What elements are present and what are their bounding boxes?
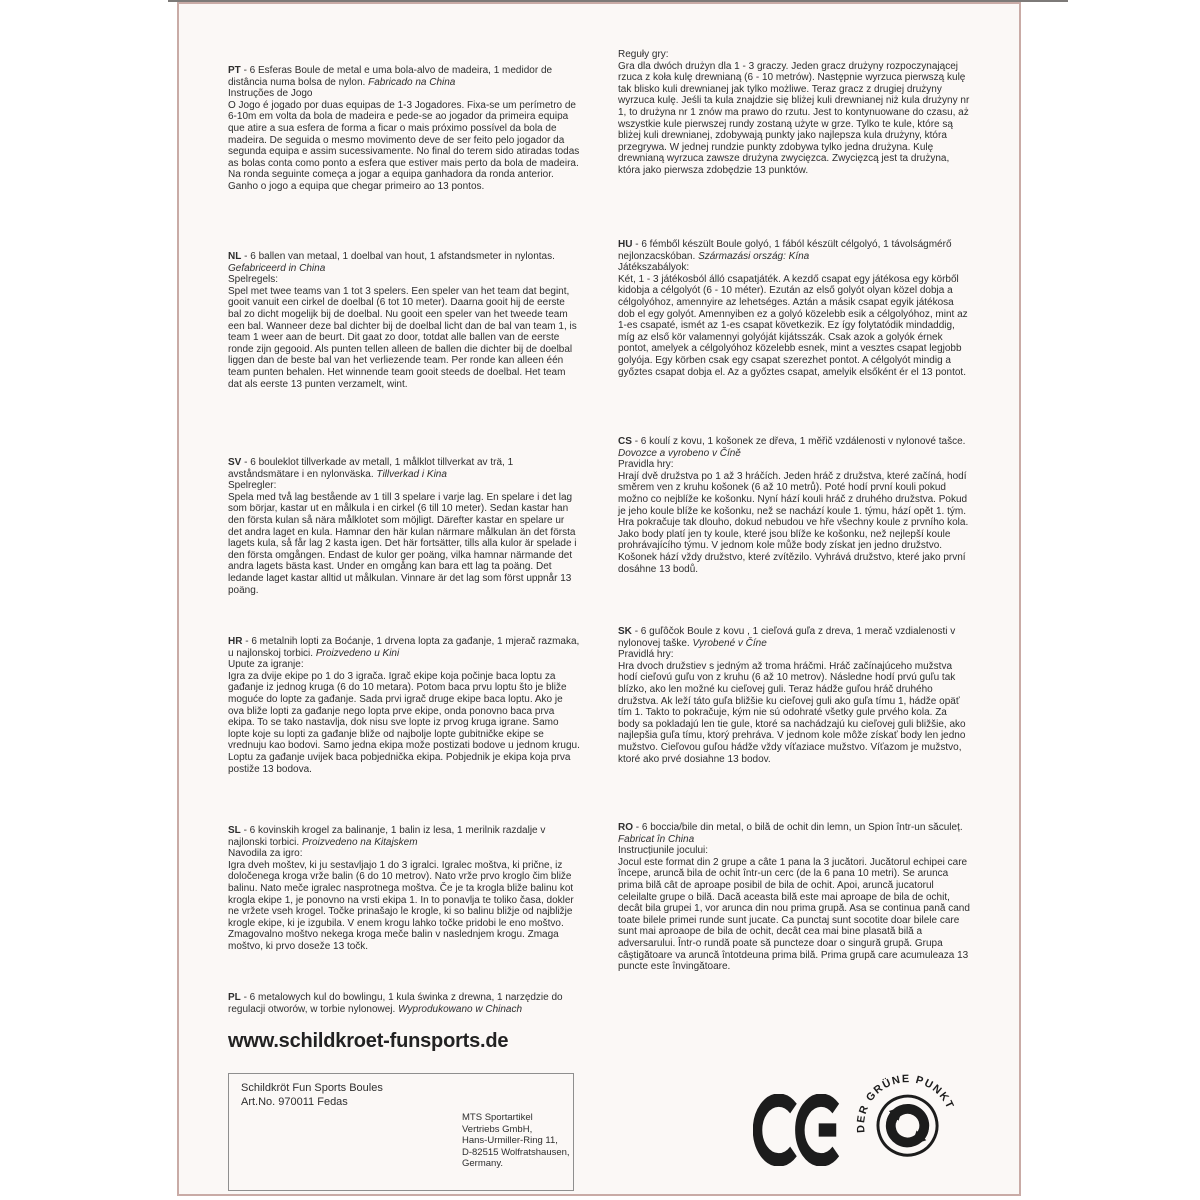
lang-code: NL	[228, 251, 242, 262]
section-sv-heading: Spelregler:	[228, 480, 277, 492]
section-sk-body: Hra dvoch družstiev s jedným až troma hráčmi. Hráč začínajúceho mužstva hodí cieľovú guľu von z kruhu (6 až 10 metrov). Následne hodí prvú guľu tak blízko, ako len možné ku cieľovej guli. Teraz hádže guľou hráč druhého družstva. Ak leží táto guľa bližšie ku cieľovej guli ako guľa tímu 1, hádže opäť tím 1. Takto to pokračuje, kým nie sú odohraté všetky gule prvého kola. Za body sa pokladajú len tie gule, ktoré sa nachádzajú ku cieľovej guli bližšie, ako najlepšia guľa tímu, ktorý prehráva. V jednom kole môže získať body len jedno mužstvo. Cieľovou guľou hádže vždy víťaziace mužstvo. Víťazom je mužstvo, ktoré ako prvé dosiahne 13 bodov.	[618, 660, 966, 765]
lang-code: HR	[228, 636, 243, 647]
lang-code: PT	[228, 65, 241, 76]
product-name: Schildkröt Fun Sports Boules	[241, 1082, 383, 1094]
section-sv-intro: SV - 6 bouleklot tillverkade av metall, 1 målklot tillverkat av trä, 1 avståndsmätare i en nylonväska. Tillverkad i Kina	[228, 457, 514, 480]
section-sk-intro: SK - 6 guľôčok Boule z kovu , 1 cieľová guľa z dreva, 1 merač vzdialenosti v nylonovej taške. Vyrobené v Číne	[618, 626, 956, 649]
website-url: www.schildkroet-funsports.de	[228, 1030, 509, 1052]
article-number: Art.No. 970011 Fedas	[241, 1096, 348, 1108]
section-nl	[228, 251, 580, 390]
lang-code: CS	[618, 436, 632, 447]
lang-code: RO	[618, 822, 633, 833]
section-sl-body: Igra dveh moštev, ki ju sestavljajo 1 do 3 igralci. Igralec moštva, ki prične, iz določenega kroga vrže balin (6 do 10 metrov). Nato vrže prvo kroglo čim bliže balinu. Nato meče igralec nasprotnega moštva. Če je ta krogla bliže balinu kot krogla ekipe 1, je ponovno na vrsti ekipa 1. In to ponavlja te toliko časa, dokler ne vržete vseh krogel. Točke prinašajo le krogle, ki so balinu bližje od najbližje krogle ekipe, ki je izgubila. V enem krogu lahko točke pridobi le eno moštvo. Zmagovalno moštvo nekega kroga meče balin v naslednjem krogu. Zmaga moštvo, ki prvo doseže 13 točk.	[228, 859, 574, 952]
section-ro-heading: Instrucțiunile jocului:	[618, 845, 709, 857]
section-cs-body: Hrají dvě družstva po 1 až 3 hráčích. Jeden hráč z družstva, které začíná, hodí směrem ven z kruhu košonek (6 až 10 metrů). Poté hodí první kouli pokud možno co nejblíže ke košonku. Nyní hází kouli hráč z druhého družstva. Pokud je jeho koule blíže ke košonku, než se nachází koule 1. týmu, hází opět 1. tým. Hra pokračuje tak dlouho, dokud nebudou ve hře všechny koule z prvního kola. Jako body platí jen ty koule, které jsou blíže ke košonku, než nejlepší koule prohrávajícího týmu. V jednom kole může body získat jen jedno družstvo. Košonek hází vždy družstvo, které zvítězilo. Vyhrává družstvo, které jako první dosáhne 13 bodů.	[618, 470, 969, 575]
section-hu-body: Két, 1 - 3 játékosból álló csapatjáték. A kezdő csapat egy játékosa egy körből kidobja a célgolyót (6 - 10 méter). Ezután az első golyót olyan közel dobja a célgolyóhoz, amennyire az lehetséges. Aztán a másik csapat egyik játékosa dob el egy golyót. Amennyiben ez a golyó közelebb esik a célgolyóhoz, mint az 1-es csapaté, ismét az 1-es csapat következik. Ez így folytatódik mindaddig, míg az első kör valamennyi golyóját kijátsszák. Csak azok a golyók érnek pontot, amelyek a célgolyóhoz közelebb esnek, mint a vesztes csapat legjobb golyója. Egy körben csak egy csapat szerezhet pontot. A célgolyót mindig a győztes csapat dobja el. Az a győztes csapat, amelyik elsőként ér el 13 pontot.	[618, 273, 968, 378]
section-pl-rules	[618, 49, 970, 177]
section-sk	[618, 626, 970, 765]
ce-mark-icon	[753, 1094, 845, 1166]
section-pl-rules-body: Gra dla dwóch drużyn dla 1 - 3 graczy. Jeden gracz drużyny rozpoczynającej rzuca z koła kulę drewnianą (6 - 10 metrów). Następnie wyrzuca pierwszą kulę tak blisko kuli drewnianej jak tylko możliwe. Teraz gracz z drugiej drużyny wyrzuca kulę. Jeśli ta kula znajdzie się bliżej kuli drewnianej niż kula drużyny nr 1, to drużyna nr 1 znów ma prawo do rzutu. Jest to kontynuowane do czasu, aż wszystkie kule pierwszej rundy zostaną użyte w grze. Tylko te kule, które są bliżej kuli drewnianej, zdobywają punkty jako najlepsza kula drużyny, która przegrywa. W jednej rundzie punkty zdobywa tylko jedna drużyna. Kulę drewnianą wyrzuca zawsze drużyna zwycięzca. Zwycięzcą jest ta drużyna, która jako pierwsza zdobędzie 13 punktów.	[618, 60, 970, 176]
lang-code: SK	[618, 626, 632, 637]
section-pt	[228, 65, 580, 193]
certification-logos	[749, 1054, 1009, 1194]
lang-code: PL	[228, 992, 241, 1003]
section-hu	[618, 239, 970, 378]
section-sv-body: Spela med två lag bestående av 1 till 3 spelare i varje lag. En spelare i det lag som börjar, kastar ut en målkula i en cirkel (6 till 10 meter). Sedan kastar han den första kulan så nära målklotet som möjligt. Därefter kastar en spelare ur det andra laget en kula. Hamnar den här kulan närmare målkulan än det första lagets kula, så får lag 2 kasta igen. Det här fortsätter, tills alla kulor är spelade i den första omgången. Endast de kulor ger poäng, vilka hamnar närmande det andra lagets bästa kast. Under en omgång kan bara ett lag ta poäng. Det ledande laget kastar alltid ut målkulan. Vinnare är det lag som först uppnår 13 poäng.	[228, 491, 577, 596]
section-ro-body: Jocul este format din 2 grupe a câte 1 pana la 3 jucători. Jucătorul echipei care începe, aruncă bila de ochit într-un cerc (de la 6 pana 10 metri). Se arunca prima bilă cât de aproape posibil de bila de ochit. Apoi, aruncă jucatorul celeilalte grupe o bilă. Dacă aceasta bilă este mai aproape de bila de ochit, decât bila grupei 1, vor arunca din nou prima grupă. Asa se continua pană cand toate bilele primei runde sunt jucate. Ca punctaj sunt socotite doar bilele care sunt mai aproaope de bila de ochit, decât cea mai bine plasată bilă a adversarului. Într-o rundă poate să puncteze doar o singură grupă. Grupa câștigătoare va aruncă întotdeuna prima bilă. Prima grupă care acumuleaza 13 puncte este învingătoare.	[618, 856, 970, 973]
section-hr-intro: HR - 6 metalnih lopti za Boćanje, 1 drvena lopta za gađanje, 1 mjerač razmaka, u najlonskoj torbici. Proizvedeno u Kini	[228, 636, 580, 659]
green-dot-text: DER GRÜNE PUNKT	[855, 1073, 957, 1134]
section-cs-intro: CS - 6 koulí z kovu, 1 košonek ze dřeva, 1 měřič vzdálenosti v nylonové tašce. Dovozce a vyrobeno v Číně	[618, 436, 966, 459]
product-info	[241, 1081, 383, 1109]
section-hr-body: Igra za dvije ekipe po 1 do 3 igrača. Igrač ekipe koja počinje baca loptu za gađanje iz jednog kruga (6 do 10 metara). Potom baca prvu loptu što je bliže moguće do lopte za gađanje. Sada prvi igrač druge ekipe baca loptu. Ako je ova bliže lopti za gađanje nego lopta prve ekipe, onda ponovno baca prva ekipa. To se tako nastavlja, dok nisu sve lopte iz prvog kruga igrane. Samo lopte koje su lopti za gađanje bliže od najbolje lopte gubitničke ekipe se vrednuju kao bodovi. Samo jedna ekipa može postizati bodove u jednom krugu. Loptu za gađanje uvijek baca pobjednička ekipa. Pobjednik je ekipa koja prva postiže 13 bodova.	[228, 670, 580, 775]
section-hu-intro: HU - 6 fémből készült Boule golyó, 1 fából készült célgolyó, 1 távolságmérő nejlonzacskóban. Származási ország: Kína	[618, 239, 952, 262]
section-sk-heading: Pravidlá hry:	[618, 649, 674, 661]
section-nl-body: Spel met twee teams van 1 tot 3 spelers. Een speler van het team dat begint, gooit vanuit een cirkel de doelbal (6 tot 10 meter). Daarna gooit hij de eerste bal zo dicht mogelijk bij de doelbal. Nu gooit een speler van het tweede team een bal. Wanneer deze bal dichter bij de doelbal licht dan de bal van team 1, is team 1 weer aan de beurt. Dit gaat zo door, totdat alle ballen van de eerste ronde zijn gegooid. Als punten tellen alleen de ballen die dichter bij de doelbal liggen dan de beste bal van het verliezende team. Per ronde kan alleen één team punten behalen. Het winnende team gooit steeds de doelbal. Het team dat als eerste 13 punten verzamelt, wint.	[228, 285, 577, 390]
section-pt-body: O Jogo é jogado por duas equipas de 1-3 Jogadores. Fixa-se um perímetro de 6-10m em volta da bola de madeira e pede-se ao jogador da primeira equipa que atire a sua esfera de forma a ficar o mais próximo possível da bola de madeira. De seguida o mesmo movimento deve de ser feito pelo jogador da segunda equipa e assim sucessivamente. No final do terem sido atiradas todas as bolas conta como ponto a esfera que estiver mais perto da bola de madeira. Na ronda seguinte começa a jogar a equipa ganhadora da ronda anterior. Ganho o jogo a equipa que chegar primeiro ao 13 pontos.	[228, 99, 580, 192]
section-sl-intro: SL - 6 kovinskih krogel za balinanje, 1 balin iz lesa, 1 merilnik razdalje v najlonski torbici. Proizvedeno na Kitajskem	[228, 825, 546, 848]
lang-code: SV	[228, 457, 242, 468]
lang-code: HU	[618, 239, 633, 250]
section-nl-intro: NL - 6 ballen van metaal, 1 doelbal van hout, 1 afstandsmeter in nylontas. Gefabriceerd in China	[228, 251, 555, 274]
instruction-sheet-page	[177, 2, 1021, 1196]
section-pl	[228, 992, 580, 1015]
section-hr-heading: Upute za igranje:	[228, 659, 304, 671]
section-sl	[228, 825, 580, 953]
product-info-box	[228, 1073, 574, 1191]
section-hr	[228, 636, 580, 775]
section-nl-heading: Spelregels:	[228, 274, 279, 286]
section-pl-intro: PL - 6 metalowych kul do bowlingu, 1 kula świnka z drewna, 1 narzędzie do regulacji otworów, w torbie nylonowej. Wyprodukowano w Chinach	[228, 992, 563, 1015]
lang-code: SL	[228, 825, 241, 836]
section-hu-heading: Játékszabályok:	[618, 262, 690, 274]
section-pl-rules-heading: Reguły gry:	[618, 49, 669, 60]
section-pt-heading: Instruções de Jogo	[228, 88, 313, 100]
distributor-address: MTS Sportartikel Vertriebs GmbH, Hans-Urmiller-Ring 11, D-82515 Wolfratshausen, Germany.	[462, 1112, 570, 1169]
section-sv	[228, 457, 580, 596]
section-sl-heading: Navodila za igro:	[228, 848, 303, 860]
section-cs-heading: Pravidla hry:	[618, 459, 674, 471]
green-dot-icon	[847, 1054, 965, 1180]
section-cs	[618, 436, 970, 575]
section-pt-intro: PT - 6 Esferas Boule de metal e uma bola-alvo de madeira, 1 medidor de distância numa bolsa de nylon. Fabricado na China	[228, 65, 553, 88]
section-ro	[618, 822, 970, 973]
section-ro-intro: RO - 6 boccia/bile din metal, o bilă de ochit din lemn, un Spion într-un săculeț. Fabricat în China	[618, 822, 963, 845]
